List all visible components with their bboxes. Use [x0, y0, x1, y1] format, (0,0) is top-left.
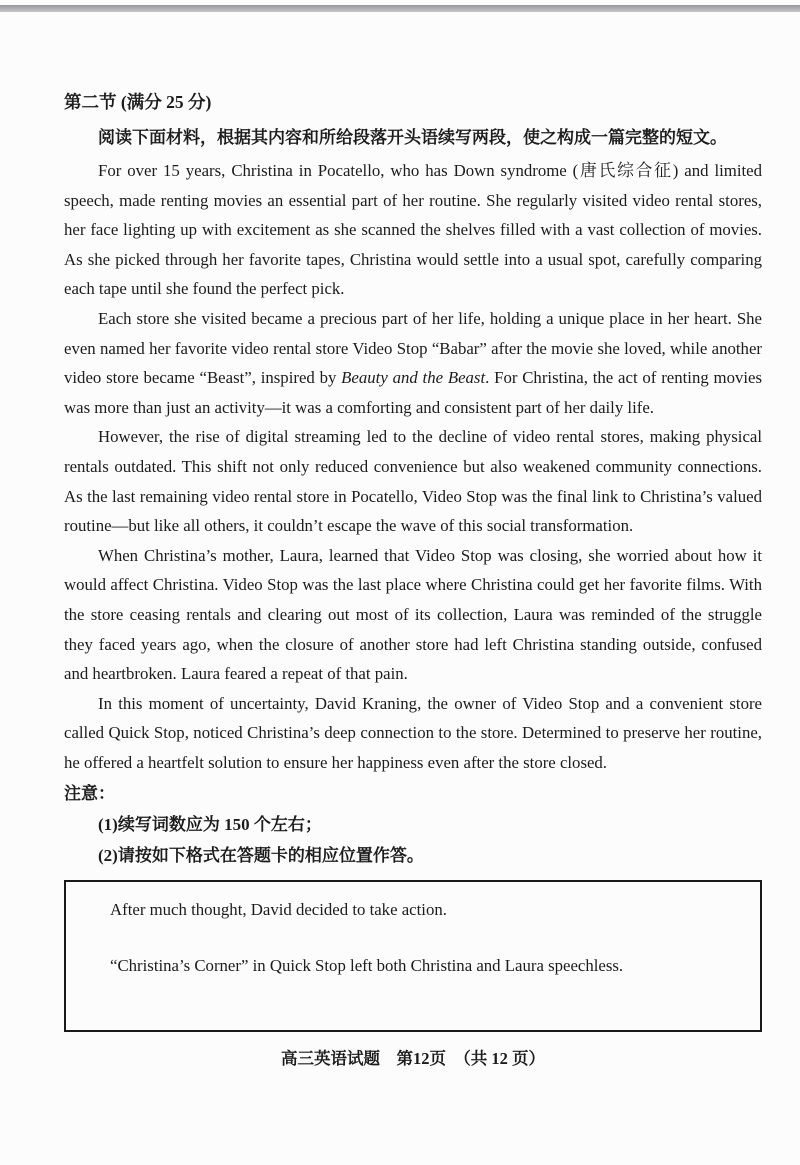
writing-instruction: 阅读下面材料，根据其内容和所给段落开头语续写两段，使之构成一篇完整的短文。 — [98, 128, 727, 147]
story-paragraph-4: When Christina’s mother, Laura, learned that Video Stop was closing, she worried about how it would affect Christina. Video Stop was the last place where Christina could get her favorite films. With the store ceasing rentals and clearing out most of its collection, Laura was reminded of the struggle they faced years ago, when the closure of another store had left Christina standing outside, confused and heartbroken. Laura feared a repeat of that pain. — [64, 545, 762, 684]
page-footer: 高三英语试题 第12页 （共 12 页） — [281, 1049, 545, 1069]
story-paragraph-2 — [64, 304, 762, 422]
continuation-opening-2: “Christina’s Corner” in Quick Stop left both Christina and Laura speechless. — [110, 956, 624, 976]
story-paragraph-1: For over 15 years, Christina in Pocatello, who has Down syndrome (唐氏综合征) and limited speech, made renting movies an essential part of her routine. She regularly visited video rental stores, her face lighting up with excitement as she scanned the shelves filled with a vast collection of movies. As she picked through her favorite tapes, Christina would settle into a usual spot, carefully comparing each tape until she found the perfect pick. — [64, 161, 762, 299]
note-item-1: (1)续写词数应为 150 个左右； — [98, 815, 322, 835]
paragraph-2-text-before: Each store she visited became a precious part of her life, holding a unique place in her heart. She even named her favorite video rental store Video Stop “Babar” after the movie she loved, while another video store became “Beast”, inspired by — [64, 308, 762, 388]
paragraph-2-text-after: . For Christina, the act of renting movies was more than just an activity—it was a comforting and consistent part of her daily life. — [64, 368, 763, 417]
scan-top-edge — [0, 5, 800, 12]
note-item-2: (2)请按如下格式在答题卡的相应位置作答。 — [98, 846, 424, 866]
answer-format-box — [64, 880, 762, 1032]
notes-label: 注意： — [64, 784, 115, 804]
movie-title-italic: Beauty and the Beast — [341, 368, 486, 388]
story-paragraph-5: In this moment of uncertainty, David Kraning, the owner of Video Stop and a convenient store called Quick Stop, noticed Christina’s deep connection to the store. Determined to preserve her routine, he offered a heartfelt solution to ensure her happiness even after the store closed. — [64, 693, 762, 772]
exam-page-content — [64, 84, 762, 1070]
section-title: 第二节 (满分 25 分) — [64, 92, 212, 112]
story-paragraph-3: However, the rise of digital streaming led to the decline of video rental stores, making physical rentals outdated. This shift not only reduced convenience but also weakened community connections. As the last remaining video rental store in Pocatello, Video Stop was the final link to Christina’s valued routine—but like all others, it couldn’t escape the wave of this social transformation. — [64, 427, 762, 536]
continuation-opening-1: After much thought, David decided to take action. — [110, 900, 447, 920]
